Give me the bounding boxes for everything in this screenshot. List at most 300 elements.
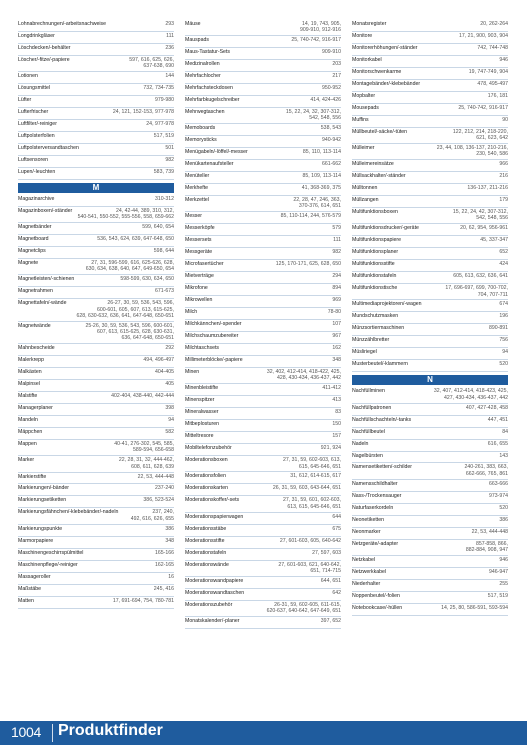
index-entry xyxy=(352,568,508,580)
index-pages: 293 xyxy=(165,21,174,27)
index-entry xyxy=(18,120,174,132)
index-entry-row xyxy=(352,21,508,27)
index-term: Lupen/-leuchten xyxy=(18,169,56,176)
index-entry xyxy=(18,573,174,585)
index-pages: 17, 691-694, 754, 780-781 xyxy=(112,597,174,604)
index-entry-row xyxy=(352,517,508,523)
index-pages: 598-599, 630, 634, 650 xyxy=(120,276,174,283)
index-pages: 85, 110, 113-114 xyxy=(302,149,341,156)
index-term: Monatsregister xyxy=(352,21,387,27)
index-pages: 15, 22, 24, 42, 307-312, xyxy=(452,209,508,216)
index-entry xyxy=(18,195,174,207)
index-term: Münzsortiermaschinen xyxy=(352,325,405,332)
index-entry xyxy=(18,484,174,496)
index-term: Mitteltresore xyxy=(185,433,214,440)
index-term: Moderationspapierwagen xyxy=(185,513,244,520)
index-column-3 xyxy=(352,20,508,629)
index-pages: 236 xyxy=(165,44,174,51)
index-pages: 397, 652 xyxy=(320,617,341,624)
letter-heading: N xyxy=(352,375,508,385)
index-entry xyxy=(352,592,508,604)
index-term: Nagelbürsten xyxy=(352,452,383,459)
index-pages: 83 xyxy=(335,409,341,416)
index-entry-row xyxy=(185,61,341,67)
index-entry-row xyxy=(185,473,341,479)
index-entry-row xyxy=(352,493,508,499)
index-term: Naturfaserkordeln xyxy=(352,504,394,511)
index-entry-row xyxy=(185,185,341,191)
index-entry-row xyxy=(185,125,341,131)
index-entry xyxy=(352,224,508,236)
index-term: Matten xyxy=(18,597,34,604)
index-entry xyxy=(352,516,508,528)
index-entry xyxy=(18,287,174,299)
index-term: Mikrowellen xyxy=(185,297,213,304)
index-entry-row xyxy=(185,409,341,415)
index-entry xyxy=(18,508,174,524)
index-term: Niederhalter xyxy=(352,580,381,587)
index-pages: 27, 601-603, 621, 640-642, xyxy=(278,561,341,568)
index-term: Magnetbänder xyxy=(18,224,52,231)
index-entry-row xyxy=(18,196,174,202)
index-term: Menügabeln/-löffel/-messer xyxy=(185,149,248,156)
index-term: Luftpolsterfolien xyxy=(18,133,55,140)
index-entry-row xyxy=(18,538,174,544)
index-term: Mitbeplosturen xyxy=(185,421,220,428)
index-entry-row xyxy=(352,441,508,447)
index-pages: 240-261, 383, 663, xyxy=(464,464,508,471)
index-entry xyxy=(185,20,341,36)
index-pages: 196 xyxy=(499,313,508,320)
index-term: Mehrfarbkugelschreiber xyxy=(185,97,240,104)
index-pages: 19, 747-749, 904 xyxy=(468,68,508,75)
index-entry-row xyxy=(185,225,341,231)
index-pages: 890-891 xyxy=(488,325,508,332)
index-term: Medizinalrollen xyxy=(185,61,220,68)
index-entry xyxy=(352,196,508,208)
index-term: Maus-Tastatur-Sets xyxy=(185,49,230,56)
index-entry-row xyxy=(352,81,508,87)
index-entry xyxy=(18,247,174,259)
index-term: Malpinsel xyxy=(18,381,40,388)
index-pages: 404-405 xyxy=(154,369,174,376)
index-pages: 946 xyxy=(499,556,508,563)
index-entry-row xyxy=(352,173,508,179)
index-entry-row xyxy=(18,598,174,604)
index-term: Markierungen/-bänder xyxy=(18,485,70,492)
index-entry xyxy=(352,208,508,224)
index-entry xyxy=(18,428,174,440)
index-entry-row xyxy=(185,321,341,327)
index-entry-row xyxy=(185,161,341,167)
index-term: Moderationszubehör xyxy=(185,601,233,608)
index-entry xyxy=(185,344,341,356)
index-pages: 85, 110-114, 244, 576-579 xyxy=(280,213,341,220)
index-entry xyxy=(352,452,508,464)
index-term: Memoboards xyxy=(185,125,216,132)
index-entry xyxy=(185,549,341,561)
index-entry-row xyxy=(18,236,174,242)
index-entry-row xyxy=(352,453,508,459)
index-entry-row xyxy=(185,97,341,103)
index-pages: 26, 31, 59, 603, 643-644, 651 xyxy=(272,485,341,492)
index-pages-continued: 882-884, 908, 947 xyxy=(465,546,508,553)
index-entry-row xyxy=(18,509,174,515)
index-pages: 982 xyxy=(332,249,341,256)
index-entry xyxy=(352,387,508,403)
index-term: Mikrofone xyxy=(185,285,208,292)
index-term: Magnettafeln/-wände xyxy=(18,300,67,307)
index-pages: 22, 28, 31, 32, 444-462, xyxy=(118,457,174,464)
index-entry xyxy=(352,580,508,592)
index-pages: 536, 543, 624, 639, 647-648, 650 xyxy=(97,236,174,243)
index-pages: 41, 368-369, 375 xyxy=(301,185,341,192)
index-pages: 520 xyxy=(499,361,508,368)
index-pages-continued: 613, 615, 645-646, 651 xyxy=(287,503,341,510)
index-term: Merkhefte xyxy=(185,185,209,192)
index-pages: 348 xyxy=(332,357,341,364)
index-pages: 982 xyxy=(165,157,174,164)
index-term: Mappen xyxy=(18,441,37,448)
index-entry xyxy=(185,96,341,108)
index-term: Münzzählbretter xyxy=(352,337,390,344)
index-pages-continued: 651, 714-715 xyxy=(310,567,341,574)
index-entry xyxy=(185,72,341,84)
index-entry xyxy=(352,104,508,116)
index-entry-row xyxy=(18,109,174,115)
index-term: Muffins xyxy=(352,116,369,123)
index-pages: 413 xyxy=(332,397,341,404)
index-pages: 15, 22, 24, 32, 307-312, xyxy=(285,109,341,116)
index-term: Malerkrepp xyxy=(18,357,44,364)
index-entry-row xyxy=(18,562,174,568)
index-term: Moderationswandpapiere xyxy=(185,577,244,584)
index-entry-row xyxy=(18,369,174,375)
index-entry-row xyxy=(185,526,341,532)
index-entry xyxy=(185,396,341,408)
index-entry-row xyxy=(185,550,341,556)
index-entry-row xyxy=(185,37,341,43)
index-entry-row xyxy=(352,105,508,111)
index-pages: 84 xyxy=(502,428,508,435)
index-entry xyxy=(352,32,508,44)
index-entry xyxy=(352,463,508,479)
index-pages: 125, 170-171, 625, 628, 650 xyxy=(275,261,341,268)
index-pages: 157 xyxy=(332,433,341,440)
index-entry xyxy=(352,260,508,272)
index-pages: 348 xyxy=(165,537,174,544)
index-term: Multifunktionsboxen xyxy=(352,209,398,216)
index-entry-row xyxy=(352,313,508,319)
index-pages: 599, 640, 654 xyxy=(142,224,174,231)
index-term: Monitorschwenkarme xyxy=(352,68,402,75)
index-pages: 143 xyxy=(499,452,508,459)
index-entry xyxy=(352,92,508,104)
index-entry xyxy=(352,428,508,440)
index-entry-row xyxy=(185,285,341,291)
page-footer xyxy=(0,721,527,745)
index-term: Magnetboard xyxy=(18,236,49,243)
index-term: Neonetiketten xyxy=(352,516,385,523)
index-pages: 756 xyxy=(499,337,508,344)
index-term: Monitore xyxy=(352,32,373,39)
index-term: Mülltonnen xyxy=(352,185,378,192)
index-entry-row xyxy=(18,345,174,351)
index-pages: 20, 62, 954, 956-961 xyxy=(460,225,508,232)
index-pages: 32, 402, 412-414, 418-422, 425, xyxy=(266,369,341,376)
index-pages-continued: 589-594, 656-658 xyxy=(133,447,174,454)
index-entry-row xyxy=(352,261,508,267)
index-term: Marmorpapiere xyxy=(18,537,54,544)
index-pages-continued: 542, 548, 556 xyxy=(476,215,508,222)
index-entry xyxy=(185,160,341,172)
index-pages: 122, 212, 214, 218-220, xyxy=(452,128,508,135)
index-term: Markierungsetiketten xyxy=(18,497,67,504)
index-entry xyxy=(185,260,341,272)
index-pages: 579 xyxy=(332,225,341,232)
index-pages: 950-952 xyxy=(321,85,341,92)
index-term: Milchkännchen/-spender xyxy=(185,321,242,328)
index-pages-continued: 428, 430-434, 436-437, 442 xyxy=(276,375,341,382)
index-entry-row xyxy=(18,21,174,27)
index-entry xyxy=(352,404,508,416)
index-term: Moderationskoffer/-sets xyxy=(185,497,240,504)
index-term: Mäuse xyxy=(185,21,201,27)
index-entry xyxy=(185,236,341,248)
index-term: Mahnbescheide xyxy=(18,345,55,352)
index-term: Merkzettel xyxy=(185,197,209,204)
index-entry-row xyxy=(185,538,341,544)
index-term: Musterbeutel/-klammern xyxy=(352,361,408,368)
index-entry xyxy=(352,556,508,568)
index-entry xyxy=(352,300,508,312)
index-term: Moderationsboxen xyxy=(185,457,228,464)
index-entry-row xyxy=(18,550,174,556)
index-pages: 26-27, 30, 59, 536, 543, 596, xyxy=(107,300,174,307)
index-pages: 107 xyxy=(332,321,341,328)
index-entry xyxy=(352,492,508,504)
index-entry-row xyxy=(185,213,341,219)
index-term: Messer xyxy=(185,213,203,220)
index-entry xyxy=(185,484,341,496)
index-entry-row xyxy=(352,361,508,367)
index-term: Noppenbeutel/-folien xyxy=(352,592,400,599)
index-pages: 742, 744-748 xyxy=(477,44,508,51)
index-pages: 966 xyxy=(499,161,508,168)
index-entry-row xyxy=(185,173,341,179)
index-entry-row xyxy=(18,145,174,151)
index-term: Magnetleisten/-schienen xyxy=(18,276,75,283)
index-pages: 216 xyxy=(499,173,508,180)
index-entry xyxy=(18,168,174,180)
index-pages: 165-166 xyxy=(154,549,174,556)
index-term: Luftfilter/-reiniger xyxy=(18,121,57,128)
index-pages: 398 xyxy=(165,405,174,412)
index-entry-row xyxy=(352,505,508,511)
index-pages: 616, 655 xyxy=(487,440,508,447)
index-entry xyxy=(185,248,341,260)
index-entry xyxy=(18,20,174,32)
index-pages: 598, 644 xyxy=(153,248,174,255)
index-pages: 237-240 xyxy=(154,485,174,492)
index-entry xyxy=(18,344,174,356)
index-entry-row xyxy=(185,445,341,451)
index-entry xyxy=(352,56,508,68)
index-entry-row xyxy=(352,593,508,599)
index-entry xyxy=(352,312,508,324)
index-entry xyxy=(185,561,341,577)
index-entry-row xyxy=(352,464,508,470)
index-term: Moderationswandtaschen xyxy=(185,589,245,596)
index-term: Monatskalender/-planer xyxy=(185,617,240,624)
letter-heading: M xyxy=(18,183,174,193)
index-entry-row xyxy=(18,405,174,411)
index-entry-row xyxy=(185,385,341,391)
index-pages-continued: 636, 647-648, 650-651 xyxy=(121,335,174,342)
index-pages: 162 xyxy=(332,345,341,352)
index-pages-continued: 621, 623, 642 xyxy=(476,135,508,142)
index-pages: 16 xyxy=(168,573,174,580)
index-entry xyxy=(185,224,341,236)
index-pages: 661-662 xyxy=(321,161,341,168)
index-term: Microfasertücher xyxy=(185,261,224,268)
index-entry-row xyxy=(352,225,508,231)
index-pages: 78-80 xyxy=(327,309,341,316)
index-entry-row xyxy=(185,333,341,339)
index-pages-continued: 607, 613, 615-625, 628, 630-631, xyxy=(96,329,174,336)
footer-title: Produktfinder xyxy=(58,722,163,739)
index-entry-row xyxy=(185,485,341,491)
index-pages: 26-31, 59, 602-605, 611-615, xyxy=(274,601,341,608)
index-entry xyxy=(352,144,508,160)
index-entry xyxy=(18,56,174,72)
index-entry xyxy=(185,472,341,484)
index-term: Malkästen xyxy=(18,369,42,376)
index-entry xyxy=(185,272,341,284)
index-term: Nadeln xyxy=(352,440,369,447)
index-term: Moderationswände xyxy=(185,561,229,568)
index-term: Mehrfachsteckdosen xyxy=(185,85,233,92)
index-column-2 xyxy=(185,20,341,629)
index-entry xyxy=(18,392,174,404)
index-pages: 27, 601-603, 605, 640-642 xyxy=(279,537,341,544)
index-entry xyxy=(185,384,341,396)
index-pages: 111 xyxy=(166,32,174,39)
index-term: Löschdecken/-behälter xyxy=(18,44,71,51)
index-entry xyxy=(352,20,508,32)
index-pages: 24, 977-978 xyxy=(146,121,174,128)
index-term: Multifunktionsdrucker/-geräte xyxy=(352,225,419,232)
index-entry xyxy=(185,320,341,332)
index-entry xyxy=(352,528,508,540)
index-term: Malstifte xyxy=(18,393,38,400)
index-entry-row xyxy=(185,562,341,568)
index-term: Multifunktionstische xyxy=(352,285,398,292)
index-pages: 22, 53, 444-448 xyxy=(471,528,508,535)
index-entry xyxy=(18,416,174,428)
index-entry-row xyxy=(352,325,508,331)
page-number: 1004 xyxy=(11,724,41,740)
index-entry xyxy=(185,537,341,549)
index-pages: 605, 613, 632, 636, 641 xyxy=(453,273,508,280)
index-entry-row xyxy=(352,417,508,423)
index-term: Millimeterblöcke/-papiere xyxy=(185,357,243,364)
index-term: Magnetclips xyxy=(18,248,46,255)
index-term: Minenspitzer xyxy=(185,397,215,404)
index-entry xyxy=(352,248,508,260)
index-term: Magnetwände xyxy=(18,322,51,329)
index-entry xyxy=(18,259,174,275)
index-pages: 517, 519 xyxy=(153,133,174,140)
index-term: Multifunktionspapiere xyxy=(352,237,402,244)
index-term: Maßstäbe xyxy=(18,585,42,592)
index-term: Netzgeräte/-adapter xyxy=(352,540,399,547)
index-pages: 663-666 xyxy=(488,480,508,487)
index-term: Monitorerhöhungen/-ständer xyxy=(352,44,418,51)
index-entry xyxy=(185,196,341,212)
index-pages: 652 xyxy=(499,249,508,256)
index-entry-row xyxy=(18,33,174,39)
index-entry xyxy=(352,184,508,196)
index-pages: 162-165 xyxy=(154,561,174,568)
index-pages-continued: 637-638, 690 xyxy=(143,63,174,70)
index-entry xyxy=(18,132,174,144)
index-pages-continued: 662-666, 765, 861 xyxy=(465,470,508,477)
index-pages: 31, 612, 614-615, 617 xyxy=(290,473,341,480)
index-entry-row xyxy=(352,185,508,191)
index-pages: 25, 740-742, 916-917 xyxy=(458,104,508,111)
index-entry-row xyxy=(18,73,174,79)
index-entry-row xyxy=(352,557,508,563)
index-entry-row xyxy=(352,249,508,255)
index-term: Müllbeutel/-säcke/-tüten xyxy=(352,128,408,135)
index-entry xyxy=(18,96,174,108)
index-term: Mehrwegtaschen xyxy=(185,109,225,116)
index-pages: 27, 31, 596-599, 616, 625-626, 628, xyxy=(91,260,174,267)
index-entry-row xyxy=(352,273,508,279)
footer-divider xyxy=(52,724,53,742)
index-term: Multifunktionsplaner xyxy=(352,249,399,256)
index-entry-row xyxy=(185,73,341,79)
index-pages: 24, 121, 152-153, 977-978 xyxy=(112,109,174,116)
index-entry-row xyxy=(18,276,174,282)
index-term: Netzkabel xyxy=(352,556,376,563)
index-entry xyxy=(352,440,508,452)
index-pages: 245, 416 xyxy=(153,585,174,592)
index-entry xyxy=(185,332,341,344)
index-entry-row xyxy=(18,357,174,363)
index-pages: 386 xyxy=(165,525,174,532)
index-term: Maschinenpflege/-reiniger xyxy=(18,561,78,568)
index-term: Mauspads xyxy=(185,37,209,44)
index-column-1 xyxy=(18,20,174,629)
index-entry xyxy=(18,144,174,156)
index-term: Markierungspunkte xyxy=(18,525,63,532)
index-pages: 979-980 xyxy=(154,97,174,104)
index-entry-row xyxy=(185,618,341,624)
index-entry-row xyxy=(18,429,174,435)
index-entry xyxy=(18,72,174,84)
index-entry-row xyxy=(18,169,174,175)
index-entry xyxy=(185,36,341,48)
index-pages: 32, 407, 412-414, 418-423, 425, xyxy=(433,388,508,395)
index-pages: 675 xyxy=(332,525,341,532)
index-pages: 14, 19, 743, 905, xyxy=(302,21,341,27)
index-term: Multimediaprojektoren/-wagen xyxy=(352,301,422,308)
index-entry-row xyxy=(18,497,174,503)
index-entry-row xyxy=(185,273,341,279)
index-pages: 310-312 xyxy=(154,196,174,202)
